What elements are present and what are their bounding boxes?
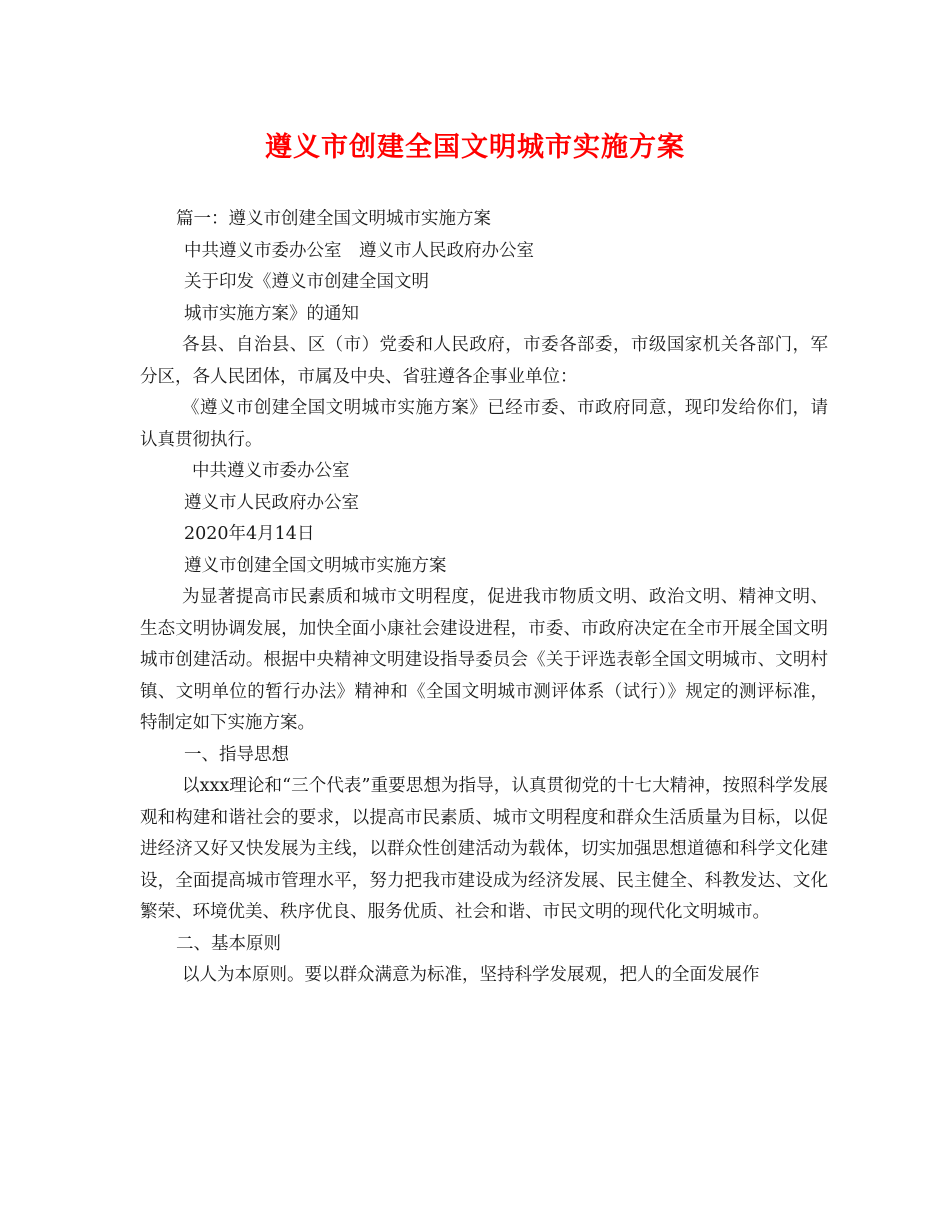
section-heading-basic-principles: 二、基本原则 <box>176 933 281 954</box>
signature-government-office: 遵义市人民政府办公室 <box>184 492 359 513</box>
plan-title: 遵义市创建全国文明城市实施方案 <box>184 555 447 576</box>
document-title: 遵义市创建全国文明城市实施方案 <box>265 132 685 163</box>
notice-date: 2020年4月14日 <box>184 524 315 544</box>
section-heading-guiding-ideology: 一、指导思想 <box>184 744 289 765</box>
chapter-heading: 篇一：遵义市创建全国文明城市实施方案 <box>176 209 491 229</box>
guiding-ideology-paragraph: 以xxx理论和“三个代表”重要思想为指导，认真贯彻党的十七大精神，按照科学发展观和构建和谐社会的要求，以提高市民素质、城市文明程度和群众生活质量为目标，以促进经济又好又快发展为主线，以群众性创建活动为载体，切实加强思想道德和科学文化建设，全面提高城市管理水平，努力把我市建设成为经济发展、民主健全、科教发达、文化繁荣、环境优美、秩序优良、服务优质、社会和谐、市民文明的现代化文明城市。 <box>140 776 828 922</box>
recipients-paragraph: 各县、自治县、区（市）党委和人民政府，市委各部委，市级国家机关各部门，军分区，各人民团体，市属及中央、省驻遵各企事业单位： <box>140 335 828 387</box>
basic-principles-paragraph: 以人为本原则。要以群众满意为标准，坚持科学发展观，把人的全面发展作 <box>182 965 760 985</box>
intro-paragraph: 为显著提高市民素质和城市文明程度，促进我市物质文明、政治文明、精神文明、生态文明协调发展，加快全面小康社会建设进程，市委、市政府决定在全市开展全国文明城市创建活动。根据中央精神文明建设指导委员会《关于评选表彰全国文明城市、文明村镇、文明单位的暂行办法》精神和《全国文明城市测评体系（试行）》规定的测评标准，特制定如下实施方案。 <box>140 587 828 733</box>
notice-title-line-1: 关于印发《遵义市创建全国文明 <box>184 272 429 292</box>
document-body <box>140 204 828 992</box>
signature-party-office: 中共遵义市委办公室 <box>192 461 350 481</box>
issuing-offices: 中共遵义市委办公室 遵义市人民政府办公室 <box>184 240 534 261</box>
notice-body-paragraph: 《遵义市创建全国文明城市实施方案》已经市委、市政府同意，现印发给你们，请认真贯彻执行。 <box>140 398 828 450</box>
notice-title-line-2: 城市实施方案》的通知 <box>184 303 359 324</box>
